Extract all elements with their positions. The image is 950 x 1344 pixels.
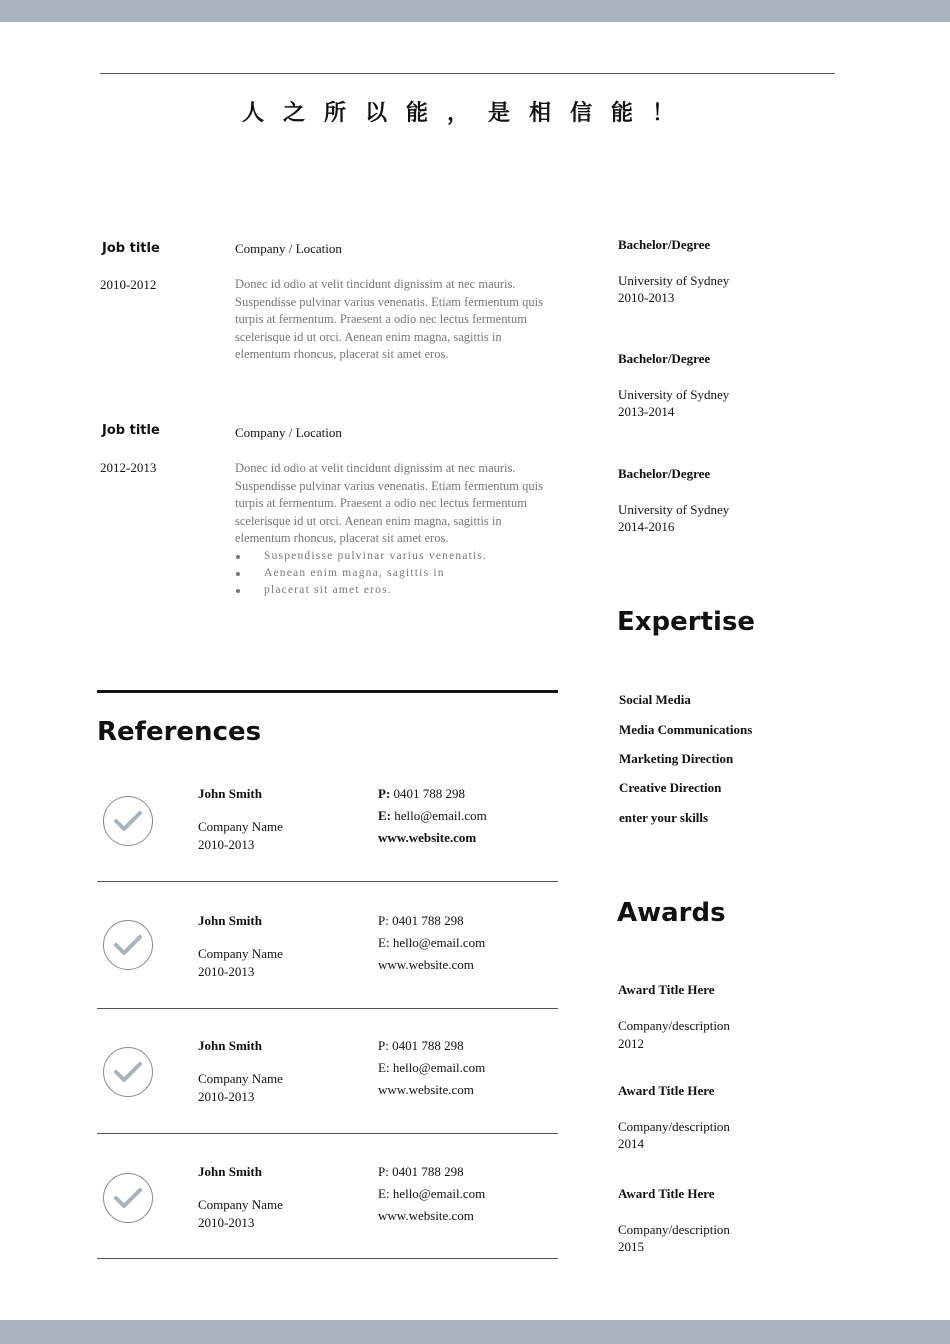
reference-divider [97, 881, 558, 882]
reference-years: 2010-2013 [198, 964, 255, 979]
phone-label: P: [378, 1164, 389, 1179]
skill-item: enter your skills [619, 810, 709, 825]
award-description: Company/description [618, 1119, 730, 1134]
education-years: 2013-2014 [618, 404, 675, 419]
education-degree: Bachelor/Degree [618, 237, 711, 252]
job-description: Donec id odio at velit tincidunt dignissim at nec mauris. Suspendisse pulvinar varius venenatis. Etiam fermentum quis turpis at fermentum. Praesent a odio nec lectus fermentum scelerisque id ut orci. Aenean enim magna, sagittis in elementum rhoncus, placerat sit amet eros. [235, 461, 543, 545]
top-band [0, 0, 950, 22]
header-rule [100, 73, 835, 74]
reference-email [378, 934, 485, 952]
education-years: 2010-2013 [618, 290, 675, 305]
email-label: E: [378, 935, 390, 950]
reference-divider [97, 1008, 558, 1009]
check-icon [103, 1047, 153, 1097]
reference-name: John Smith [198, 1038, 262, 1053]
check-icon [103, 920, 153, 970]
reference-phone [378, 912, 464, 930]
reference-years: 2010-2013 [198, 1215, 255, 1230]
award-description: Company/description [618, 1018, 730, 1033]
email-label: E: [378, 808, 391, 823]
award-title: Award Title Here [618, 1186, 715, 1201]
motto: 人之所以能，是相信能！ [241, 101, 693, 126]
reference-phone [378, 785, 465, 803]
bullet-item: placerat sit amet eros. [235, 582, 555, 599]
awards-heading: Awards [617, 898, 726, 928]
bullet-item: Suspendisse pulvinar varius venenatis. [235, 548, 555, 565]
reference-website[interactable]: www.website.com [378, 1082, 474, 1097]
education-years: 2014-2016 [618, 519, 675, 534]
reference-email [378, 807, 487, 825]
skill-item: Creative Direction [619, 780, 722, 795]
reference-website[interactable]: www.website.com [378, 1208, 474, 1223]
phone-label: P: [378, 1038, 389, 1053]
bottom-band [0, 1320, 950, 1344]
reference-website[interactable]: www.website.com [378, 957, 474, 972]
reference-company: Company Name [198, 819, 283, 834]
email-value[interactable]: hello@email.com [392, 935, 486, 950]
award-year: 2012 [618, 1036, 644, 1051]
job-period: 2010-2012 [100, 277, 157, 292]
reference-email [378, 1185, 485, 1203]
education-degree: Bachelor/Degree [618, 466, 711, 481]
expertise-heading: Expertise [617, 607, 756, 637]
skill-item: Social Media [619, 692, 691, 707]
email-label: E: [378, 1186, 390, 1201]
reference-name: John Smith [198, 1164, 262, 1179]
award-title: Award Title Here [618, 982, 715, 997]
reference-years: 2010-2013 [198, 837, 255, 852]
education-degree: Bachelor/Degree [618, 351, 711, 366]
job-bullets [235, 548, 555, 599]
reference-website[interactable]: www.website.com [378, 830, 477, 845]
skill-item: Marketing Direction [619, 751, 734, 766]
phone-label: P: [378, 786, 391, 801]
reference-divider [97, 1133, 558, 1134]
education-school: University of Sydney [618, 273, 730, 288]
award-year: 2015 [618, 1239, 644, 1254]
phone-value: 0401 788 298 [392, 1038, 464, 1053]
check-icon [103, 1173, 153, 1223]
job-description: Donec id odio at velit tincidunt dignissim at nec mauris. Suspendisse pulvinar varius venenatis. Etiam fermentum quis turpis at fermentum. Praesent a odio nec lectus fermentum scelerisque id ut orci. Aenean enim magna, sagittis in elementum rhoncus, placerat sit amet eros. [235, 277, 543, 361]
reference-company: Company Name [198, 1197, 283, 1212]
reference-name: John Smith [198, 913, 262, 928]
skill-item: Media Communications [619, 722, 753, 737]
email-value[interactable]: hello@email.com [394, 808, 487, 823]
reference-company: Company Name [198, 1071, 283, 1086]
references-heading: References [97, 717, 262, 747]
education-school: University of Sydney [618, 502, 730, 517]
job-title: Job title [102, 241, 160, 256]
email-value[interactable]: hello@email.com [392, 1060, 486, 1075]
award-description: Company/description [618, 1222, 730, 1237]
references-rule [97, 690, 558, 693]
check-icon [103, 796, 153, 846]
job-title: Job title [102, 423, 160, 438]
email-value[interactable]: hello@email.com [392, 1186, 486, 1201]
reference-email [378, 1059, 485, 1077]
job-period: 2012-2013 [100, 460, 157, 475]
email-label: E: [378, 1060, 390, 1075]
reference-years: 2010-2013 [198, 1089, 255, 1104]
phone-value: 0401 788 298 [392, 913, 464, 928]
education-school: University of Sydney [618, 387, 730, 402]
job-company: Company / Location [235, 425, 342, 440]
reference-company: Company Name [198, 946, 283, 961]
award-title: Award Title Here [618, 1083, 715, 1098]
award-year: 2014 [618, 1136, 644, 1151]
reference-phone [378, 1163, 464, 1181]
reference-name: John Smith [198, 786, 262, 801]
phone-value: 0401 788 298 [392, 1164, 464, 1179]
reference-divider [97, 1258, 558, 1259]
bullet-item: Aenean enim magna, sagittis in [235, 565, 555, 582]
phone-value: 0401 788 298 [393, 786, 466, 801]
job-company: Company / Location [235, 241, 342, 256]
phone-label: P: [378, 913, 389, 928]
reference-phone [378, 1037, 464, 1055]
